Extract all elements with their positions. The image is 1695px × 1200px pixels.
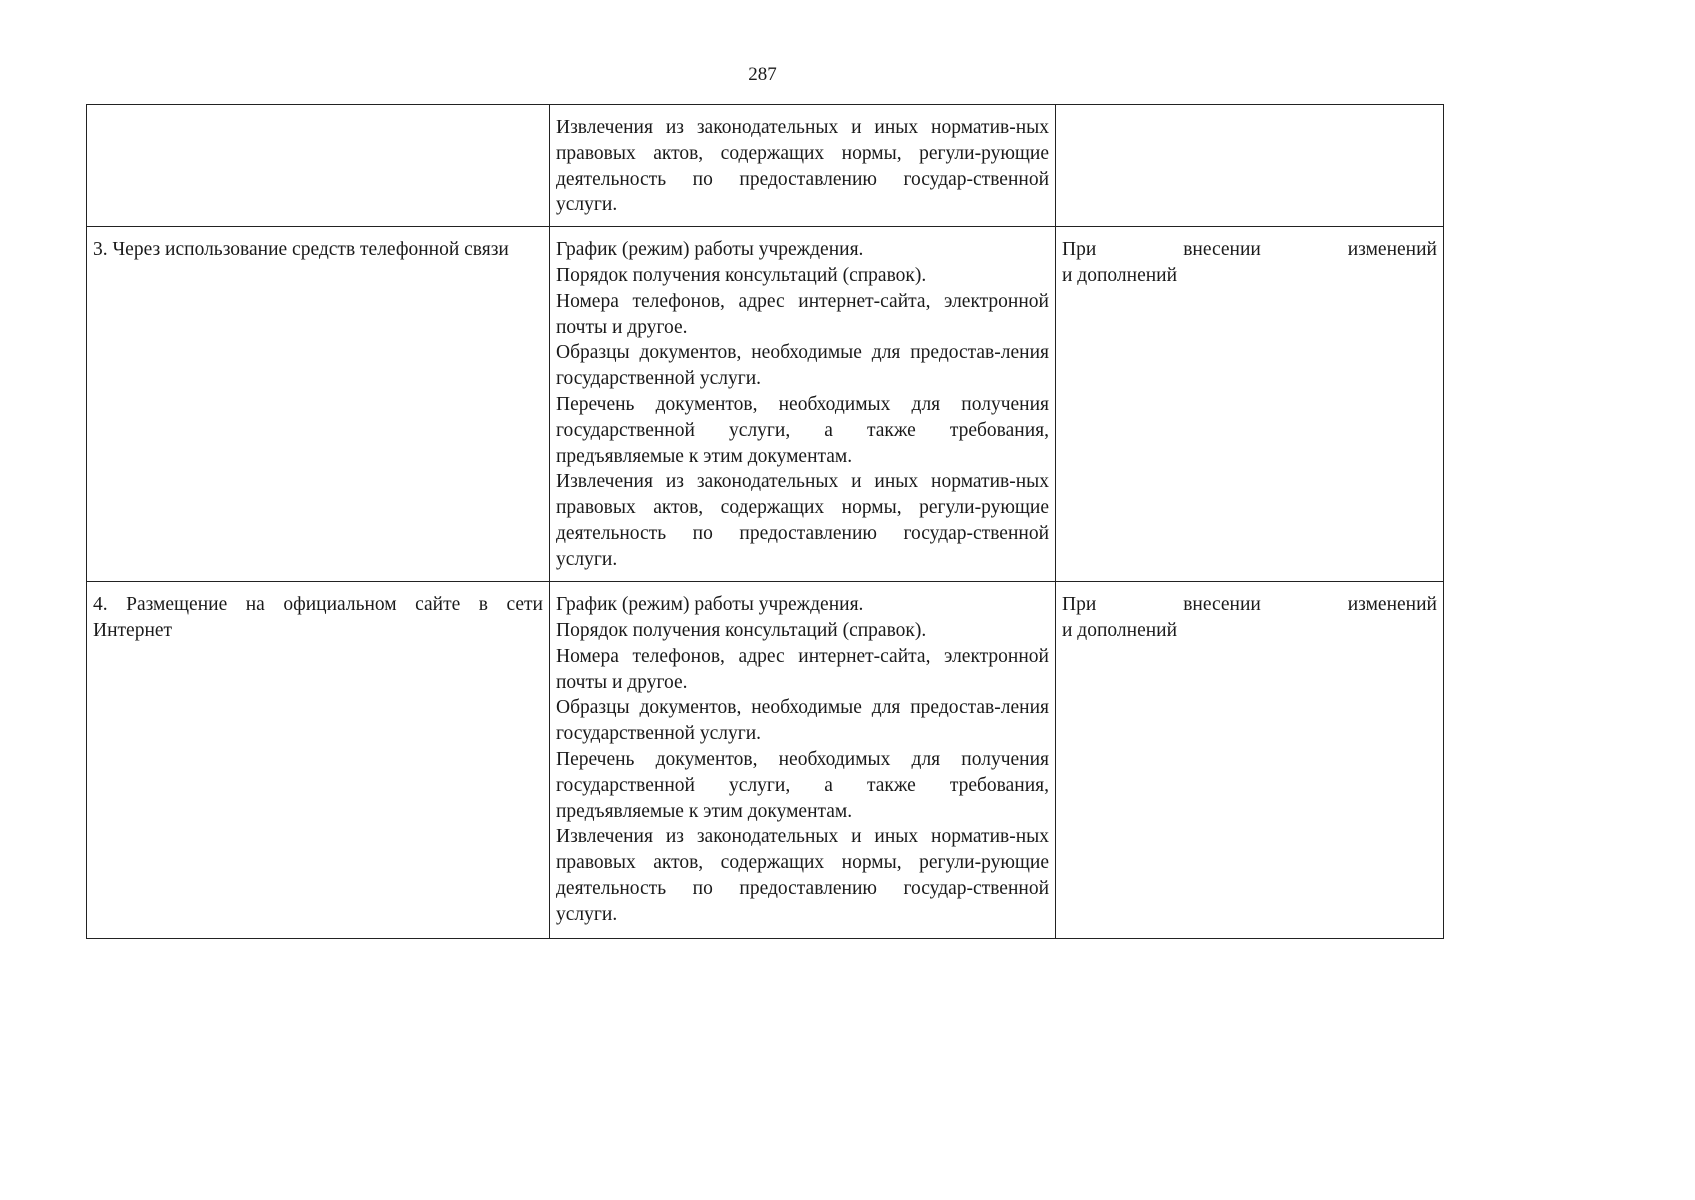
- update-word: При: [1062, 594, 1097, 616]
- method-cell: 4. Размещение на официальном сайте в сети Интернет: [87, 582, 550, 939]
- info-paragraph: Извлечения из законодательных и иных норматив-ных правовых актов, содержащих нормы, регули-рующие деятельность по предоставлению государ-ственной услуги.: [556, 117, 1049, 216]
- update-cell: [1056, 105, 1444, 227]
- update-cell: [1056, 582, 1444, 939]
- update-word: внесении: [1183, 239, 1261, 261]
- info-paragraph: График (режим) работы учреждения.: [556, 239, 864, 261]
- page-number: 287: [748, 64, 777, 85]
- info-paragraph: Порядок получения консультаций (справок).: [556, 264, 927, 286]
- update-word: внесении: [1183, 594, 1261, 616]
- update-word: изменений: [1347, 594, 1437, 616]
- info-paragraph: Извлечения из законодательных и иных норматив-ных правовых актов, содержащих нормы, регули-рующие деятельность по предоставлению государ-ственной услуги.: [556, 826, 1049, 925]
- update-line: и дополнений: [1062, 264, 1178, 286]
- info-paragraph: Перечень документов, необходимых для получения государственной услуги, а также требования, предъявляемые к этим документам.: [556, 393, 1049, 467]
- update-cell: [1056, 227, 1444, 582]
- update-frequency: [1062, 592, 1437, 644]
- info-paragraph: Порядок получения консультаций (справок).: [556, 619, 927, 641]
- update-line: и дополнений: [1062, 619, 1178, 641]
- update-word: При: [1062, 239, 1097, 261]
- info-paragraph: Номера телефонов, адрес интернет-сайта, электронной почты и другое.: [556, 645, 1049, 693]
- update-frequency: [1062, 237, 1437, 289]
- info-cell: [550, 582, 1056, 939]
- info-paragraph: График (режим) работы учреждения.: [556, 594, 864, 616]
- info-cell: [550, 105, 1056, 227]
- info-paragraph: Номера телефонов, адрес интернет-сайта, электронной почты и другое.: [556, 290, 1049, 338]
- info-paragraph: Образцы документов, необходимые для предостав-ления государственной услуги.: [556, 342, 1049, 390]
- info-table: [86, 104, 1444, 939]
- table-row: [87, 582, 1444, 939]
- info-paragraph: Образцы документов, необходимые для предостав-ления государственной услуги.: [556, 697, 1049, 745]
- info-paragraph: Перечень документов, необходимых для получения государственной услуги, а также требования, предъявляемые к этим документам.: [556, 748, 1049, 822]
- table-row: [87, 227, 1444, 582]
- method-cell: 3. Через использование средств телефонной связи: [87, 227, 550, 582]
- update-word: изменений: [1347, 239, 1437, 261]
- table-row: [87, 105, 1444, 227]
- info-cell: [550, 227, 1056, 582]
- info-paragraph: Извлечения из законодательных и иных норматив-ных правовых актов, содержащих нормы, регули-рующие деятельность по предоставлению государ-ственной услуги.: [556, 471, 1049, 570]
- method-cell: [87, 105, 550, 227]
